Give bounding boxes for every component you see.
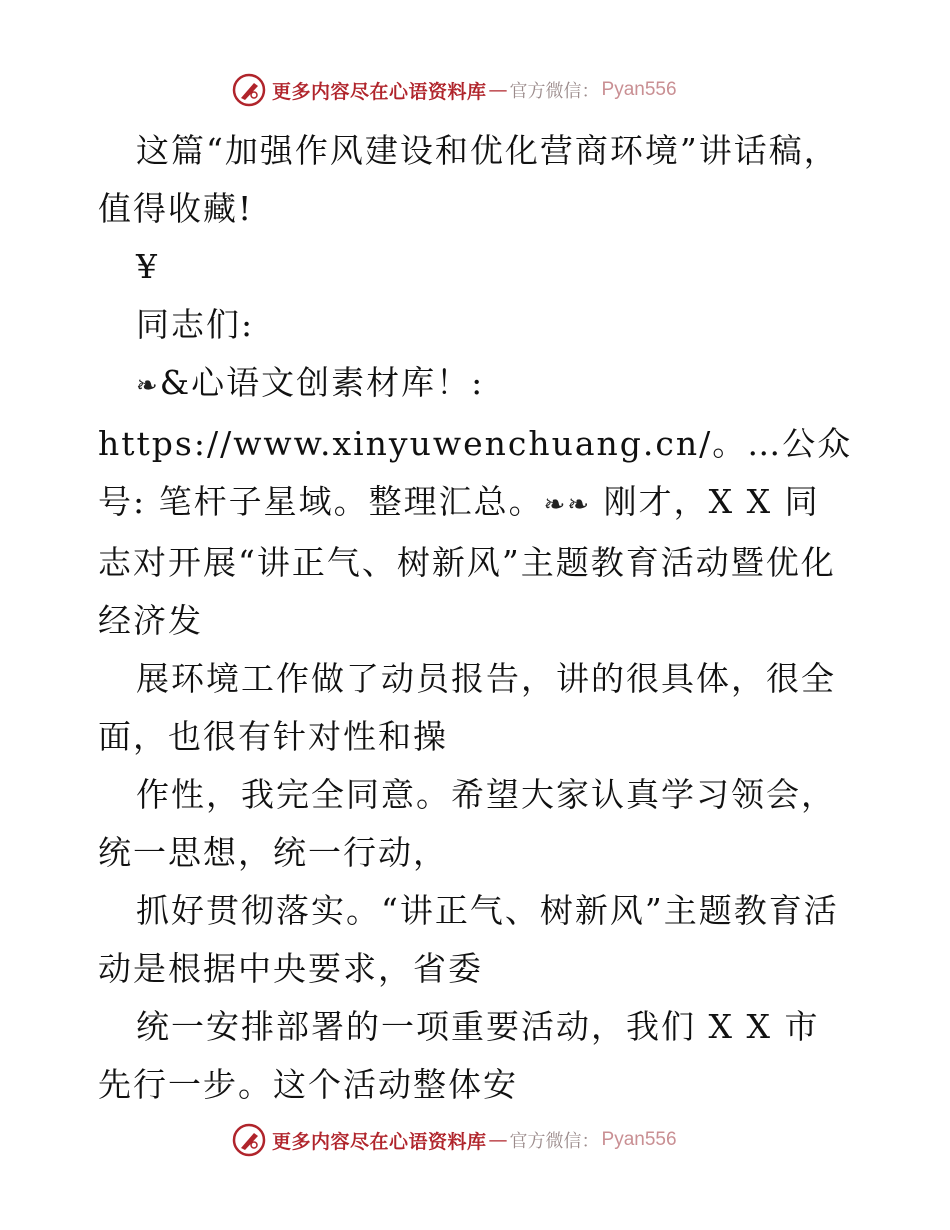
header-dash: — — [488, 79, 508, 101]
paragraph-body-3: 抓好贯彻落实。“讲正气、树新风”主题教育活动是根据中央要求，省委 — [98, 891, 839, 988]
pen-seal-logo — [232, 1123, 266, 1157]
paragraph-body-1: 展环境工作做了动员报告，讲的很具体，很全面，也很有针对性和操 — [98, 659, 836, 756]
header-brand: 更多内容尽在心语资料库 — [272, 80, 487, 103]
footer-banner — [232, 1122, 677, 1158]
source-text: &心语文创素材库！: https://www.xinyuwenchuang.cn/。…公众号: 笔杆子星域。整理汇总。 — [98, 363, 853, 521]
swirl-ornament-icon: ❧ — [136, 371, 160, 401]
header-wechat-id: Pyan556 — [601, 79, 677, 100]
header-official-label: 官方微信： — [509, 81, 600, 102]
paragraph-yen: ¥ — [136, 247, 159, 286]
document-body — [98, 122, 854, 1114]
footer-official-label: 官方微信： — [509, 1131, 600, 1152]
paragraph-body-2: 作性，我完全同意。希望大家认真学习领会，统一思想，统一行动， — [98, 775, 836, 872]
paragraph-intro: 这篇“加强作风建设和优化营商环境”讲话稿，值得收藏! — [98, 131, 839, 228]
footer-dash: — — [488, 1129, 508, 1151]
footer-brand: 更多内容尽在心语资料库 — [272, 1130, 487, 1153]
paragraph-salutation: 同志们: — [136, 305, 255, 344]
speech-opening: 刚才，X X 同志对开展“讲正气、树新风”主题教育活动暨优化经济发 — [98, 482, 836, 640]
pen-seal-logo — [232, 73, 266, 107]
paragraph-body-4: 统一安排部署的一项重要活动，我们 X X 市先行一步。这个活动整体安 — [98, 1007, 820, 1104]
swirl-ornament-icon: ❧❧ — [543, 490, 592, 520]
footer-wechat-id: Pyan556 — [601, 1129, 677, 1150]
paragraph-source — [98, 354, 854, 650]
header-banner — [232, 72, 677, 108]
